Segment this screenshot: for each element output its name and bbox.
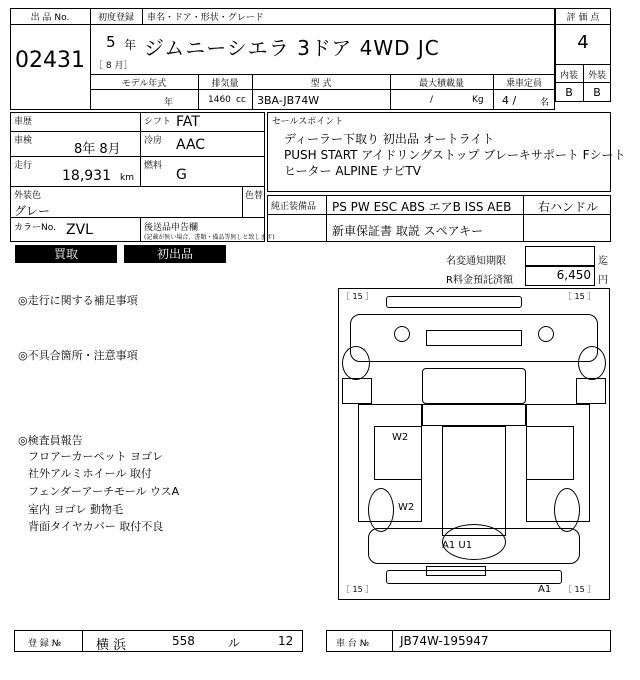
first-reg-month: ［ 8 月］ xyxy=(94,61,133,71)
equip-label: 純正装備品 xyxy=(271,202,317,212)
name-change-unit: 迄 xyxy=(598,256,608,267)
ac-label: 冷房 xyxy=(144,136,163,146)
headlight-left xyxy=(394,326,410,342)
recycle-label: R料金預託済額 xyxy=(446,275,513,286)
model-label: 型 式 xyxy=(310,79,332,89)
fuel-label: 燃料 xyxy=(144,161,163,171)
color-no-value: ZVL xyxy=(66,222,93,238)
equip-divider-1 xyxy=(326,195,327,242)
front-hood-panel xyxy=(422,368,526,404)
displacement-value: 1460 xyxy=(208,95,231,105)
load-unit: Kg xyxy=(472,95,484,105)
damage-mark-a1-u1: A1 U1 xyxy=(442,540,473,551)
windshield-outline xyxy=(422,404,526,426)
first-reg-label: 初度登録 xyxy=(97,13,134,23)
spec-divider xyxy=(140,112,141,186)
recycle-unit: 円 xyxy=(598,275,608,286)
chassis-number: JB74W-195947 xyxy=(400,634,489,648)
post-note: (記載が無い場合、書類・備品等無しと致します) xyxy=(144,234,275,241)
tire-label-rear-right: ［ 15 ］ xyxy=(564,585,596,594)
sales-line-2: PUSH START アイドリングストップ ブレーキサポート Fシート xyxy=(284,148,626,162)
spec-rule-2 xyxy=(10,156,265,157)
model-value: 3BA-JB74W xyxy=(257,94,320,107)
ext-color-value: グレー xyxy=(14,204,51,218)
damage-mark-a1-bumper: A1 xyxy=(538,584,552,595)
recolor-divider xyxy=(242,186,243,217)
history-label: 車歴 xyxy=(14,117,33,127)
mileage-label: 走行 xyxy=(14,161,33,171)
inspector-heading: ◎検査員報告 xyxy=(18,434,83,447)
tire-label-front-left: ［ 15 ］ xyxy=(342,292,374,301)
tire-label-front-right: ［ 15 ］ xyxy=(564,292,596,301)
inspector-item: フロアーカーペット ヨゴレ xyxy=(28,450,163,463)
shift-value: FAT xyxy=(176,114,200,130)
interior-grade: B xyxy=(565,86,573,99)
handle-value: 右ハンドル xyxy=(538,200,599,214)
wheel-rear-left xyxy=(368,488,394,532)
model-year-unit: 年 xyxy=(164,98,174,108)
inspector-item: フェンダーアーチモール ウスA xyxy=(28,485,180,498)
wheel-rear-right xyxy=(554,488,580,532)
post-divider xyxy=(140,217,141,242)
recycle-value: 6,450 xyxy=(556,268,591,282)
header-rule-2 xyxy=(90,74,555,75)
lot-number: 02431 xyxy=(15,48,85,73)
defect-notes-heading: ◎不具合箇所・注意事項 xyxy=(18,349,138,362)
car-diagram xyxy=(338,288,610,600)
lot-label: 出 品 No. xyxy=(30,13,70,23)
sales-line-3: ヒーター ALPINE ナビTV xyxy=(284,164,421,178)
shift-label: シフト xyxy=(144,117,172,127)
exterior-label: 外装 xyxy=(587,71,606,81)
roof-outline xyxy=(442,426,506,536)
ac-value: AAC xyxy=(176,137,206,153)
buy-tag: 買取 xyxy=(15,245,117,263)
exterior-grade: B xyxy=(593,86,601,99)
docs-value: 新車保証書 取説 スペアキー xyxy=(332,224,484,238)
mileage-value: 18,931 xyxy=(62,168,111,184)
reg-label: 登 録 № xyxy=(28,639,62,649)
equip-divider-2 xyxy=(523,195,524,242)
sales-label: セールスポイント xyxy=(272,117,344,127)
reg-class: 558 xyxy=(172,634,195,648)
reg-number: 12 xyxy=(278,634,294,648)
inspector-item: 室内 ヨゴレ 動物毛 xyxy=(28,503,123,516)
header-rule-3 xyxy=(90,89,555,90)
spec-rule-1 xyxy=(10,131,265,132)
equip-items: PS PW ESC ABS エアB ISS AEB xyxy=(332,200,512,214)
inspect-label: 車検 xyxy=(14,136,33,146)
license-plate-outline xyxy=(426,566,486,576)
fender-left xyxy=(342,378,372,404)
load-separator: / xyxy=(430,95,434,105)
capacity-unit: 名 xyxy=(540,98,550,108)
reg-kana: ル xyxy=(228,636,241,650)
car-name-label: 車名・ドア・形状・グレード xyxy=(147,13,264,23)
tire-label-rear-left: ［ 15 ］ xyxy=(342,585,374,594)
name-change-label: 名変通知期限 xyxy=(446,256,506,267)
ext-color-label: 外装色 xyxy=(14,191,42,201)
grade-rule-1 xyxy=(555,24,611,25)
chassis-label: 車 台 № xyxy=(336,639,370,649)
model-year-label: モデル年式 xyxy=(121,79,167,89)
first-reg-year-unit: 年 xyxy=(124,38,137,52)
grade-score: 4 xyxy=(577,32,589,53)
reg-area: 横 浜 xyxy=(96,638,127,653)
first-reg-year: 5 xyxy=(106,33,116,51)
max-load-label: 最大積載量 xyxy=(418,79,464,89)
displacement-unit: cc xyxy=(236,95,246,105)
damage-mark-w2-fender: W2 xyxy=(398,502,415,513)
wheel-front-right xyxy=(578,346,606,380)
displacement-label: 排気量 xyxy=(211,79,239,89)
grade-label: 評 価 点 xyxy=(566,13,600,23)
spec-rule-3 xyxy=(10,186,265,187)
grille-outline xyxy=(426,330,522,346)
first-listing-tag: 初出品 xyxy=(124,245,226,263)
capacity-label: 乗車定員 xyxy=(505,79,542,89)
mileage-unit: km xyxy=(120,173,134,183)
reg-divider-1 xyxy=(82,630,83,652)
name-change-box xyxy=(525,246,595,266)
recolor-label: 色替 xyxy=(245,191,264,201)
chassis-divider xyxy=(392,630,393,652)
inspect-value: 8年 8月 xyxy=(74,142,121,157)
right-door-panel xyxy=(526,426,574,480)
inspector-item: 背面タイヤカバー 取付不良 xyxy=(28,520,164,533)
first-reg-divider xyxy=(142,8,143,24)
capacity-value: 4 / xyxy=(502,94,517,107)
color-no-label: カラーNo. xyxy=(14,223,56,233)
driving-notes-heading: ◎走行に関する補足事項 xyxy=(18,294,138,307)
fender-right xyxy=(576,378,606,404)
sales-line-1: ディーラー下取り 初出品 オートライト xyxy=(284,132,495,146)
wheel-front-left xyxy=(342,346,370,380)
car-name: ジムニーシエラ 3ドア 4WD JC xyxy=(144,36,440,60)
front-bumper-outline xyxy=(386,296,522,308)
inspector-item: 社外アルミホイール 取付 xyxy=(28,467,152,480)
interior-label: 内装 xyxy=(559,71,578,81)
headlight-right xyxy=(538,326,554,342)
post-label: 後送品申告欄 xyxy=(144,223,199,233)
header-rule-1 xyxy=(10,24,555,25)
damage-mark-w2-door: W2 xyxy=(392,432,409,443)
fuel-value: G xyxy=(176,167,187,183)
